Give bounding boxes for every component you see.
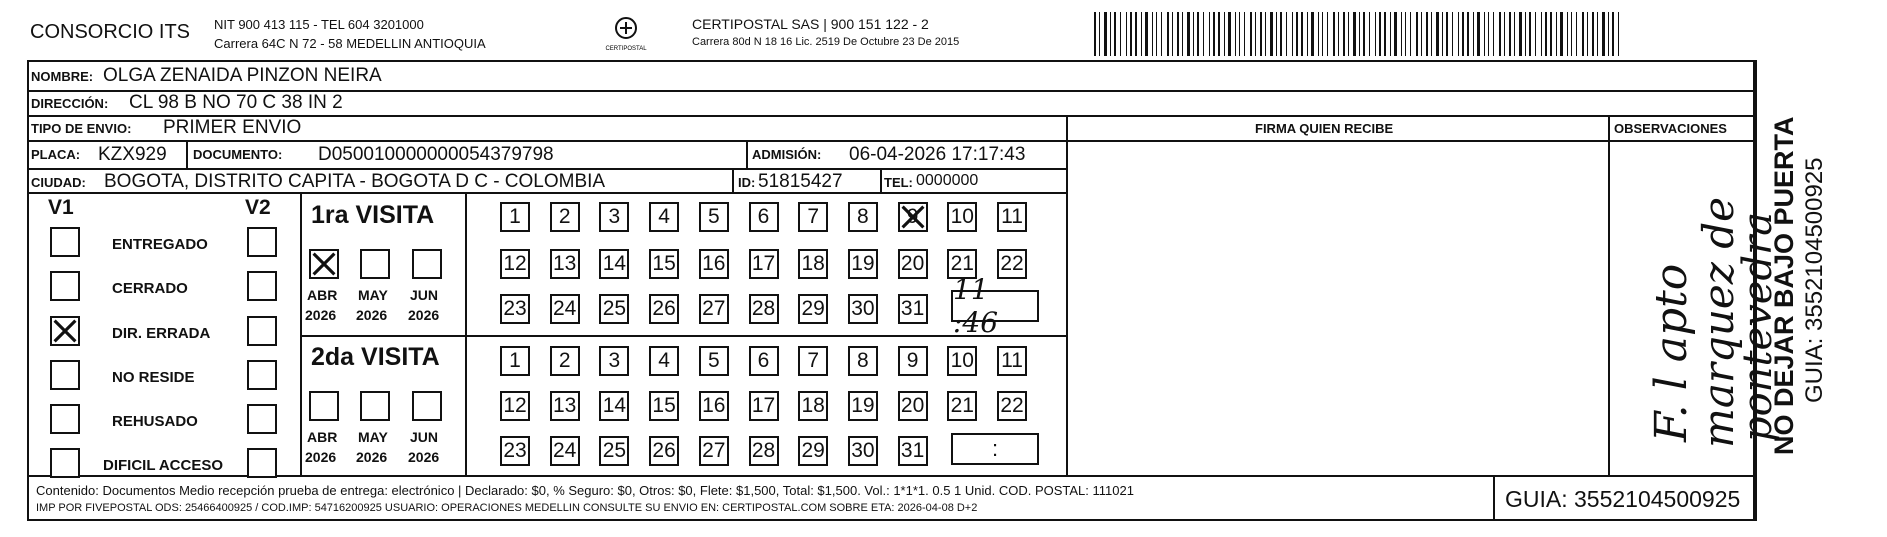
- day-number: 11: [1001, 205, 1023, 228]
- courier-name: CERTIPOSTAL SAS | 900 151 122 - 2: [692, 16, 929, 32]
- day-cell[interactable]: [749, 202, 779, 232]
- day-number: 1: [509, 205, 521, 228]
- day-cell[interactable]: [649, 391, 679, 421]
- v1-checkbox[interactable]: [50, 404, 80, 434]
- documento-value: D050010000000054379798: [318, 144, 554, 165]
- month-checkbox[interactable]: [412, 249, 442, 279]
- day-number: 7: [807, 205, 820, 228]
- day-number: 9: [906, 349, 919, 372]
- obs-handwriting-line-3: pontevedra: [1735, 211, 1781, 442]
- v1-checkbox[interactable]: [50, 227, 80, 257]
- day-number: 10: [950, 349, 974, 372]
- day-cell[interactable]: [947, 202, 977, 232]
- day-cell[interactable]: [599, 436, 629, 466]
- day-number: 15: [652, 252, 676, 275]
- day-number: 15: [652, 394, 676, 417]
- day-cell[interactable]: [848, 202, 878, 232]
- v2-checkbox[interactable]: [247, 227, 277, 257]
- day-cell[interactable]: [898, 202, 928, 232]
- month-checkbox[interactable]: [309, 249, 339, 279]
- day-number: 17: [751, 394, 776, 417]
- day-cell[interactable]: [898, 346, 928, 376]
- day-number: 19: [851, 252, 875, 275]
- day-cell[interactable]: [699, 249, 729, 279]
- day-number: 26: [652, 297, 676, 320]
- day-number: 21: [950, 394, 974, 417]
- day-number: 24: [553, 297, 577, 320]
- day-number: 17: [751, 252, 776, 275]
- id-label: ID:: [738, 175, 756, 190]
- placa-label: PLACA:: [31, 147, 81, 162]
- day-cell[interactable]: [798, 346, 828, 376]
- direccion-value: CL 98 B NO 70 C 38 IN 2: [129, 92, 343, 113]
- day-cell[interactable]: [500, 294, 530, 324]
- day-cell[interactable]: [699, 436, 729, 466]
- day-number: 13: [553, 252, 577, 275]
- day-number: 25: [602, 297, 627, 320]
- admision-value: 06-04-2026 17:17:43: [849, 144, 1026, 165]
- day-cell[interactable]: [749, 391, 779, 421]
- day-cell[interactable]: [947, 346, 977, 376]
- day-cell[interactable]: [898, 249, 928, 279]
- day-cell[interactable]: [749, 436, 779, 466]
- day-number: 2: [558, 349, 571, 372]
- day-cell[interactable]: [699, 202, 729, 232]
- day-number: 28: [751, 297, 776, 320]
- day-cell[interactable]: [699, 294, 729, 324]
- day-number: 6: [757, 205, 770, 228]
- day-number: 5: [707, 349, 720, 372]
- month-label: MAY: [358, 287, 388, 303]
- day-number: 7: [807, 349, 820, 372]
- day-cell[interactable]: [500, 202, 530, 232]
- day-cell[interactable]: [699, 346, 729, 376]
- day-number: 13: [553, 394, 577, 417]
- v1-checkbox[interactable]: [50, 448, 80, 478]
- nombre-value: OLGA ZENAIDA PINZON NEIRA: [103, 65, 382, 86]
- day-number: 12: [503, 252, 527, 275]
- year-label: 2026: [305, 449, 337, 465]
- visita1-title: 1ra VISITA: [311, 201, 435, 229]
- day-number: 31: [900, 297, 925, 320]
- footer-content-line: Contenido: Documentos Medio recepción prueba de entrega: electrónico | Declarado: $0, % Seguro: $0, Otros: $0, Flete: $1,500, Total: $1,500. Vol.: 1*1*1. 0.5 1 Unid. COD. POSTAL: 111021: [36, 483, 1134, 498]
- day-cell[interactable]: [848, 391, 878, 421]
- company-info-nit: NIT 900 413 115 - TEL 604 3201000: [214, 17, 424, 32]
- day-cell[interactable]: [550, 391, 580, 421]
- day-number: 12: [503, 394, 527, 417]
- certipostal-logo-icon: [596, 14, 656, 54]
- day-number: 30: [851, 297, 875, 320]
- day-number: 14: [602, 252, 627, 275]
- v2-checkbox[interactable]: [247, 360, 277, 390]
- day-number: 16: [702, 252, 726, 275]
- day-cell[interactable]: [599, 249, 629, 279]
- day-cell[interactable]: [947, 391, 977, 421]
- x-check-icon: [311, 251, 337, 277]
- id-value: 51815427: [758, 171, 843, 192]
- day-cell[interactable]: [798, 436, 828, 466]
- month-checkbox[interactable]: [360, 391, 390, 421]
- obs-handwriting-line-2: marquez de: [1694, 197, 1743, 448]
- day-number: 22: [1000, 394, 1024, 417]
- month-label: ABR: [307, 429, 338, 445]
- day-number: 22: [1000, 252, 1024, 275]
- day-cell[interactable]: [649, 294, 679, 324]
- day-cell[interactable]: [599, 294, 629, 324]
- tipo-envio-value: PRIMER ENVIO: [163, 117, 302, 138]
- day-number: 19: [851, 394, 875, 417]
- v2-checkbox[interactable]: [247, 404, 277, 434]
- x-check-icon: [52, 318, 78, 344]
- day-number: 4: [658, 349, 670, 372]
- day-cell[interactable]: [550, 346, 580, 376]
- day-cell[interactable]: [550, 249, 580, 279]
- no-dejar-bajo-puerta: NO DEJAR BAJO PUERTA: [1769, 116, 1799, 455]
- day-number: 23: [503, 297, 527, 320]
- day-number: 23: [503, 439, 527, 462]
- status-label: CERRADO: [112, 280, 188, 297]
- visita2-time: :: [991, 436, 999, 461]
- footer-guia: GUIA: 3552104500925: [1505, 486, 1741, 512]
- day-cell[interactable]: [848, 346, 878, 376]
- day-cell[interactable]: [749, 294, 779, 324]
- day-cell[interactable]: [649, 436, 679, 466]
- day-cell[interactable]: [550, 294, 580, 324]
- year-label: 2026: [356, 307, 388, 323]
- day-number: 27: [702, 297, 726, 320]
- visita2-time-box[interactable]: [951, 433, 1039, 465]
- day-number: 29: [801, 297, 825, 320]
- day-cell[interactable]: [599, 391, 629, 421]
- side-guia: GUIA: 3552104500925: [1801, 157, 1828, 403]
- v2-checkbox[interactable]: [247, 271, 277, 301]
- company-info-address: Carrera 64C N 72 - 58 MEDELLIN ANTIOQUIA: [214, 36, 486, 51]
- day-number: 20: [900, 394, 925, 417]
- year-label: 2026: [356, 449, 388, 465]
- day-cell[interactable]: [749, 249, 779, 279]
- month-checkbox[interactable]: [309, 391, 339, 421]
- day-number: 8: [857, 205, 869, 228]
- day-number: 11: [1001, 349, 1023, 372]
- day-number: 3: [608, 349, 621, 372]
- month-label: JUN: [410, 429, 439, 445]
- day-cell[interactable]: [798, 294, 828, 324]
- day-number: 8: [857, 349, 869, 372]
- month-label: JUN: [410, 287, 439, 303]
- day-number: 1: [509, 349, 521, 372]
- footer-imp-line: IMP POR FIVEPOSTAL ODS: 25466400925 / COD.IMP: 54716200925 USUARIO: OPERACIONES MEDELLIN CONSULTE SU ENVIO EN: CERTIPOSTAL.COM SOBRE ETA: 2026-04-08 D+2: [36, 502, 978, 514]
- direccion-label: DIRECCIÓN:: [31, 96, 109, 111]
- v1-checkbox[interactable]: [50, 360, 80, 390]
- visita1-time-box[interactable]: [951, 273, 1039, 339]
- day-cell[interactable]: [500, 436, 530, 466]
- status-label: REHUSADO: [112, 413, 198, 430]
- tipo-envio-label: TIPO DE ENVIO:: [31, 121, 132, 136]
- obs-handwriting-line-1: F. l apto: [1646, 263, 1697, 442]
- day-cell[interactable]: [798, 391, 828, 421]
- day-cell[interactable]: [599, 346, 629, 376]
- month-label: MAY: [358, 429, 388, 445]
- day-cell[interactable]: [550, 202, 580, 232]
- day-cell[interactable]: [649, 202, 679, 232]
- visita2-title: 2da VISITA: [311, 343, 440, 371]
- day-cell[interactable]: [699, 391, 729, 421]
- v2-checkbox[interactable]: [247, 448, 277, 478]
- day-cell[interactable]: [898, 436, 928, 466]
- day-number: 18: [801, 252, 825, 275]
- day-number: 2: [558, 205, 571, 228]
- day-number: 24: [553, 439, 577, 462]
- v1-header: V1: [48, 196, 74, 219]
- placa-value: KZX929: [98, 144, 167, 165]
- visita1-time: 11 :46: [953, 273, 999, 339]
- firma-header: FIRMA QUIEN RECIBE: [1255, 121, 1394, 136]
- admision-label: ADMISIÓN:: [752, 147, 822, 162]
- company-name: CONSORCIO ITS: [30, 21, 191, 43]
- status-label: DIR. ERRADA: [112, 325, 211, 342]
- day-number: 6: [757, 349, 770, 372]
- day-cell[interactable]: [848, 294, 878, 324]
- status-label: DIFICIL ACCESO: [103, 457, 224, 474]
- day-number: 30: [851, 439, 875, 462]
- day-number: 27: [702, 439, 726, 462]
- day-cell[interactable]: [500, 249, 530, 279]
- day-cell[interactable]: [898, 294, 928, 324]
- year-label: 2026: [305, 307, 337, 323]
- day-cell[interactable]: [997, 346, 1027, 376]
- day-number: 4: [658, 205, 670, 228]
- day-cell[interactable]: [848, 249, 878, 279]
- day-cell[interactable]: [500, 391, 530, 421]
- year-label: 2026: [408, 449, 440, 465]
- day-cell[interactable]: [500, 346, 530, 376]
- day-number: 10: [950, 205, 974, 228]
- day-cell[interactable]: [798, 202, 828, 232]
- month-checkbox[interactable]: [412, 391, 442, 421]
- month-label: ABR: [307, 287, 338, 303]
- day-cell[interactable]: [599, 202, 629, 232]
- day-number: 18: [801, 394, 825, 417]
- observaciones-area: [1610, 142, 1781, 474]
- month-checkbox[interactable]: [360, 249, 390, 279]
- day-number: 21: [950, 252, 974, 275]
- v2-header: V2: [245, 196, 271, 219]
- year-label: 2026: [408, 307, 440, 323]
- ciudad-value: BOGOTA, DISTRITO CAPITA - BOGOTA D C - COLOMBIA: [104, 171, 606, 192]
- tel-value: 0000000: [916, 172, 979, 189]
- status-label: NO RESIDE: [112, 369, 195, 386]
- ciudad-label: CIUDAD:: [31, 175, 86, 190]
- day-number: 3: [608, 205, 621, 228]
- documento-label: DOCUMENTO:: [193, 147, 283, 162]
- day-number: 14: [602, 394, 627, 417]
- day-number: 31: [900, 439, 925, 462]
- day-number: 28: [751, 439, 776, 462]
- nombre-label: NOMBRE:: [31, 69, 94, 84]
- barcode: [1094, 12, 1624, 56]
- logo-caption: CERTIPOSTAL: [605, 46, 647, 52]
- day-cell[interactable]: [798, 249, 828, 279]
- tel-label: TEL:: [884, 175, 913, 190]
- day-cell[interactable]: [997, 391, 1027, 421]
- day-number: 20: [900, 252, 925, 275]
- day-cell[interactable]: [997, 202, 1027, 232]
- day-number: 5: [707, 205, 720, 228]
- day-number: 29: [801, 439, 825, 462]
- day-cell[interactable]: [649, 249, 679, 279]
- courier-address: Carrera 80d N 18 16 Lic. 2519 De Octubre 23 De 2015: [692, 36, 960, 48]
- day-cell[interactable]: [898, 391, 928, 421]
- day-cell[interactable]: [749, 346, 779, 376]
- v1-checkbox[interactable]: [50, 316, 80, 346]
- status-label: ENTREGADO: [112, 236, 208, 253]
- day-number: 16: [702, 394, 726, 417]
- day-number: 9: [906, 205, 919, 228]
- day-number: 26: [652, 439, 676, 462]
- observaciones-header: OBSERVACIONES: [1614, 121, 1727, 136]
- day-cell[interactable]: [550, 436, 580, 466]
- day-cell[interactable]: [848, 436, 878, 466]
- v1-checkbox[interactable]: [50, 271, 80, 301]
- x-check-icon: [900, 204, 926, 230]
- day-number: 25: [602, 439, 627, 462]
- day-cell[interactable]: [649, 346, 679, 376]
- v2-checkbox[interactable]: [247, 316, 277, 346]
